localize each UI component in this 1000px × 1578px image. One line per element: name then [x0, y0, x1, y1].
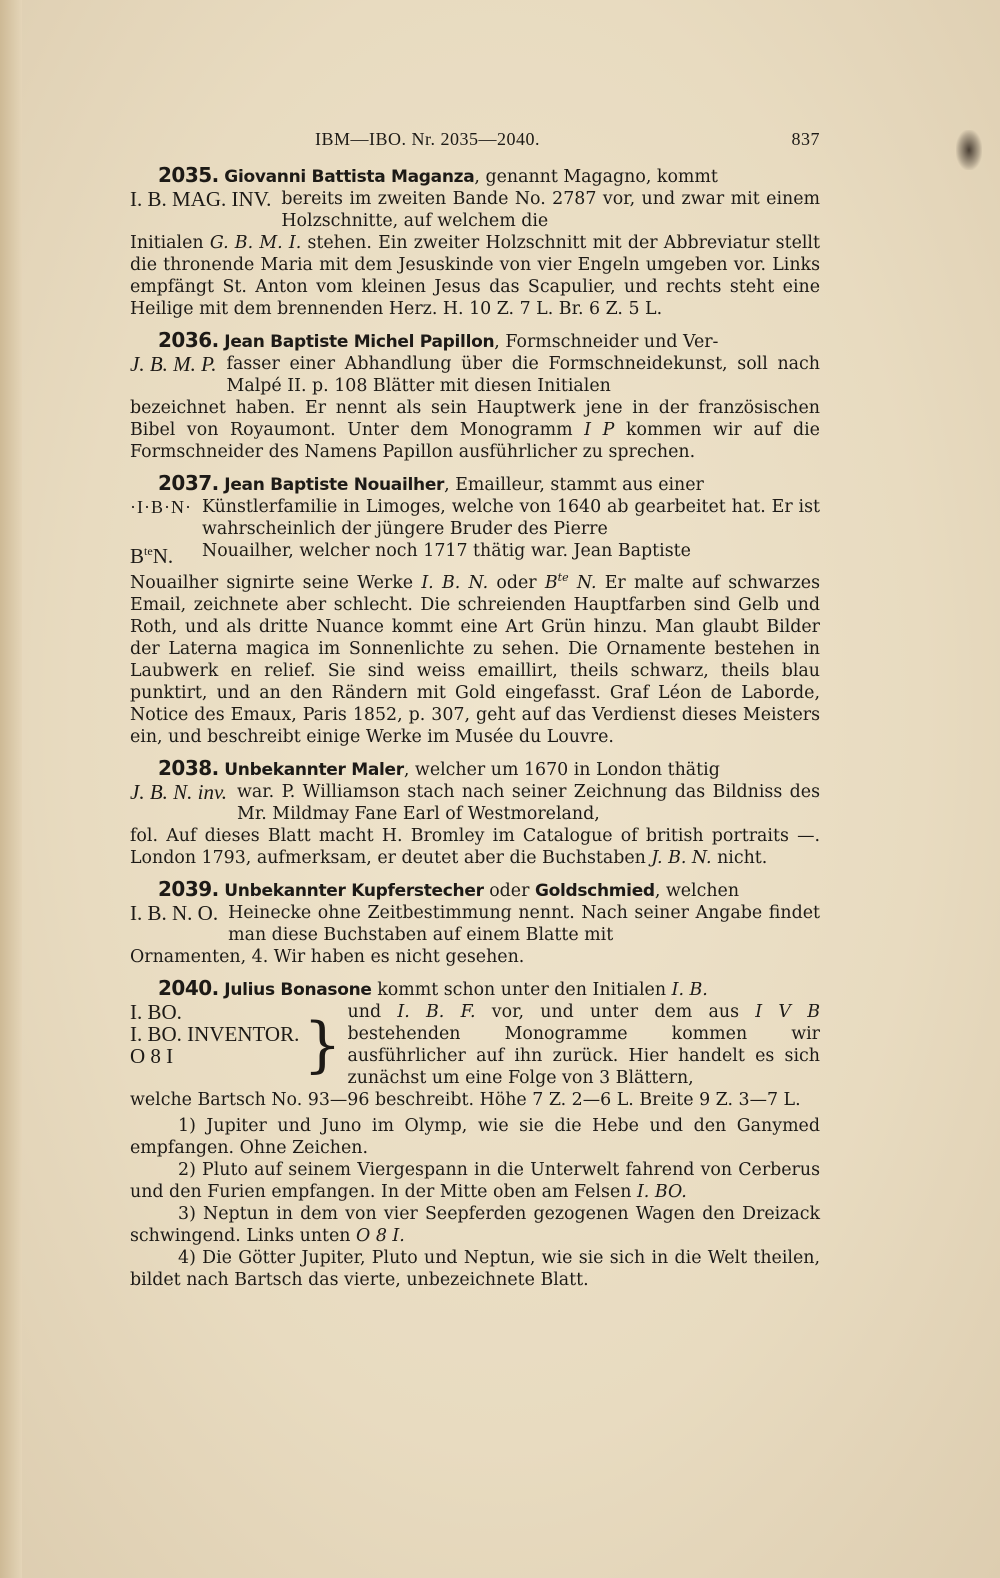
- entry-number: 2040.: [158, 975, 219, 1000]
- entry-text: bezeichnet haben. Er nennt als sein Hauptwerk jene in der französischen Bibel von Royaumont. Unter dem Monogramm I P kommen wir auf die Formschneider des Namens Papillon ausführlicher zu sprechen.: [130, 398, 820, 462]
- entry-side-text: fasser einer Abhandlung über die Formschneidekunst, soll nach Malpé II. p. 108 Blätter mit diesen Initialen: [226, 354, 820, 396]
- entry-side-text-2: Nouailher, welcher noch 1717 thätig war. Jean Baptiste: [201, 541, 691, 561]
- monogram: I. B. MAG. INV.: [130, 187, 272, 211]
- list-item: 1) Jupiter und Juno im Olymp, wie sie die Hebe und den Ganymed empfangen. Ohne Zeichen.: [130, 1115, 820, 1158]
- running-title: IBM—IBO. Nr. 2035—2040.: [315, 129, 541, 149]
- list-item: 2) Pluto auf seinem Viergespann in die Unterwelt fahrend von Cerberus und den Furien empfangen. In der Mitte oben am Felsen I. BO.: [130, 1159, 820, 1202]
- monogram-alt: $B^{te}N$.: [130, 544, 174, 568]
- entry-name: Giovanni Battista Maganza: [224, 167, 475, 187]
- monogram: O 8 I: [130, 1043, 174, 1068]
- entry-side-text: war. P. Williamson stach nach seiner Zeichnung das Bildniss des Mr. Mildmay Fane Earl of Westmoreland,: [237, 781, 820, 824]
- entry-side-text: Heinecke ohne Zeitbestimmung nennt. Nach seiner Angabe findet man diese Buchstaben auf einem Blatte mit: [228, 902, 820, 945]
- entry-2040: 2040. Julius Bonasone kommt schon unter den Initialen I. B. I. BO. I. BO. INVENTOR. O 8 I } und I. B. F. vor, und unter dem aus I V B bestehenden Monogramme kommen wir ausführlicher auf ihn zurück. Hier handelt es sich zunächst um eine Folge von 3 Blättern, welche Bartsch No. 93—96 beschreibt. Höhe 7 Z. 2—6 L. Breite 9 Z. 3—7 L.: [130, 975, 821, 1110]
- entry-number: 2037.: [158, 471, 219, 495]
- monogram: J. B. N. inv.: [130, 779, 228, 804]
- entry-2037: 2037. Jean Baptiste Nouailher, Emailleur, stammt aus einer ·I·B·N· $B^{te}N$. Künstlerfamilie in Limoges, welche von 1640 ab gearbeitet hat. Er ist wahrscheinlich der jüngere Bruder des Pierre Nouailher, welcher noch 1717 thätig war. Jean Baptiste Nouailher signirte seine Werke I. B. N. oder $B^{te}$ N. Er malte auf schwarzes Email, zeichnete aber schlecht. Die schreienden Hauptfarben sind Gelb und Roth, und als dritte Nuance kommt eine Art Grün hinzu. Man glaubt Bilder der Laterna magica im Sonnenlichte zu sehen. Die Ornamente bestehen in Laubwerk en relief. Sie sind weiss emaillirt, theils schwarz, theils blau punktirt, und an den Rändern mit Gold eingefasst. Graf Léon de Laborde, Notice des Emaux, Paris 1852, p. 307, geht auf das Verdienst dieses Meisters ein, und beschreibt einige Werke im Musée du Louvre.: [130, 471, 821, 747]
- page-number: 837: [791, 129, 820, 149]
- entry-number: 2038.: [158, 755, 219, 780]
- entry-number: 2039.: [158, 876, 219, 901]
- entry-number: 2036.: [158, 328, 219, 352]
- monogram-list: [130, 1001, 299, 1089]
- ink-smudge: [956, 130, 982, 170]
- list-item: 3) Neptun in dem von vier Seepferden gezogenen Wagen den Dreizack schwingend. Links unten O 8 I.: [130, 1203, 820, 1246]
- monogram: J. B. M. P.: [130, 352, 217, 376]
- entry-name: Jean Baptiste Michel Papillon: [224, 332, 495, 352]
- entry-side-text: und I. B. F. vor, und unter dem aus I V B bestehenden Monogramme kommen wir ausführlicher auf ihn zurück. Hier handelt es sich zunächst um eine Folge von 3 Blättern,: [347, 1001, 821, 1088]
- entry-text: Nouailher signirte seine Werke I. B. N. oder $B^{te}$ N. Er malte auf schwarzes Email, zeichnete aber schlecht. Die schreienden Hauptfarben sind Gelb und Roth, und als dritte Nuance kommt eine Art Grün hinzu. Man glaubt Bilder der Laterna magica im Sonnenlichte zu sehen. Die Ornamente bestehen in Laubwerk en relief. Sie sind weiss emaillirt, theils schwarz, theils blau punktirt, und an den Rändern mit Gold eingefasst. Graf Léon de Laborde, Notice des Emaux, Paris 1852, p. 307, geht auf das Verdienst dieses Meisters ein, und beschreibt einige Werke im Musée du Louvre.: [130, 571, 821, 747]
- running-header: [315, 128, 820, 150]
- entry-side-text: bereits im zweiten Bande No. 2787 vor, und zwar mit einem Holzschnitte, auf welchem die: [281, 189, 820, 231]
- entry-name: Unbekannter Maler: [224, 759, 404, 780]
- entry-text: Initialen G. B. M. I. stehen. Ein zweiter Holzschnitt mit der Abbreviatur stellt die thronende Maria mit dem Jesuskinde von vier Engeln umgeben vor. Links empfängt St. Anton vom kleinen Jesus das Scapulier, und rechts steht eine Heilige mit dem brennenden Herz. H. 10 Z. 7 L. Br. 6 Z. 5 L.: [130, 233, 820, 319]
- page-binding-edge: [0, 0, 22, 1578]
- entry-text: welche Bartsch No. 93—96 beschreibt. Höhe 7 Z. 2—6 L. Breite 9 Z. 3—7 L.: [130, 1089, 801, 1110]
- entry-2035: 2035. Giovanni Battista Maganza, genannt Magagno, kommt I. B. MAG. INV. bereits im zweiten Bande No. 2787 vor, und zwar mit einem Holzschnitte, auf welchem die Initialen G. B. M. I. stehen. Ein zweiter Holzschnitt mit der Abbreviatur stellt die thronende Maria mit dem Jesuskinde von vier Engeln umgeben vor. Links empfängt St. Anton vom kleinen Jesus das Scapulier, und rechts steht eine Heilige mit dem brennenden Herz. H. 10 Z. 7 L. Br. 6 Z. 5 L.: [130, 163, 820, 319]
- entry-side-text: Künstlerfamilie in Limoges, welche von 1640 ab gearbeitet hat. Er ist wahrscheinlich der jüngere Bruder des Pierre: [201, 497, 820, 539]
- entry-name: Jean Baptiste Nouailher: [224, 475, 445, 495]
- entry-2036: 2036. Jean Baptiste Michel Papillon, Formschneider und Ver- J. B. M. P. fasser einer Abhandlung über die Formschneidekunst, soll nach Malpé II. p. 108 Blätter mit diesen Initialen bezeichnet haben. Er nennt als sein Hauptwerk jene in der französischen Bibel von Royaumont. Unter dem Monogramm I P kommen wir auf die Formschneider des Namens Papillon ausführlicher zu sprechen.: [130, 328, 820, 462]
- entry-2039: 2039. Unbekannter Kupferstecher oder Goldschmied, welchen I. B. N. O. Heinecke ohne Zeitbestimmung nennt. Nach seiner Angabe findet man diese Buchstaben auf einem Blatte mit Ornamenten, 4. Wir haben es nicht gesehen.: [130, 876, 820, 967]
- monogram: I. BO.: [130, 999, 182, 1024]
- curly-brace: }: [303, 1009, 342, 1080]
- entry-name: Unbekannter Kupferstecher: [224, 880, 484, 901]
- entry-text: Ornamenten, 4. Wir haben es nicht gesehen.: [130, 946, 525, 967]
- monogram: ·I·B·N·: [130, 497, 192, 517]
- entry-number: 2035.: [158, 163, 219, 187]
- monogram: I. B. N. O.: [130, 900, 219, 925]
- monogram: I. BO. INVENTOR.: [130, 1021, 300, 1046]
- text-column: [130, 128, 820, 1291]
- entry-name: Julius Bonasone: [224, 979, 372, 1000]
- entry-2038: 2038. Unbekannter Maler, welcher um 1670 in London thätig J. B. N. inv. war. P. Williamson stach nach seiner Zeichnung das Bildniss des Mr. Mildmay Fane Earl of Westmoreland, fol. Auf dieses Blatt macht H. Bromley im Catalogue of british portraits —. London 1793, aufmerksam, er deutet aber die Buchstaben J. B. N. nicht.: [130, 755, 820, 868]
- list-item: 4) Die Götter Jupiter, Pluto und Neptun, wie sie sich in die Welt theilen, bildet nach Bartsch das vierte, unbezeichnete Blatt.: [130, 1247, 820, 1290]
- entry-text: fol. Auf dieses Blatt macht H. Bromley im Catalogue of british portraits —. London 1793, aufmerksam, er deutet aber die Buchstaben J. B. N. nicht.: [130, 825, 820, 868]
- entry-name-2: Goldschmied: [534, 880, 655, 901]
